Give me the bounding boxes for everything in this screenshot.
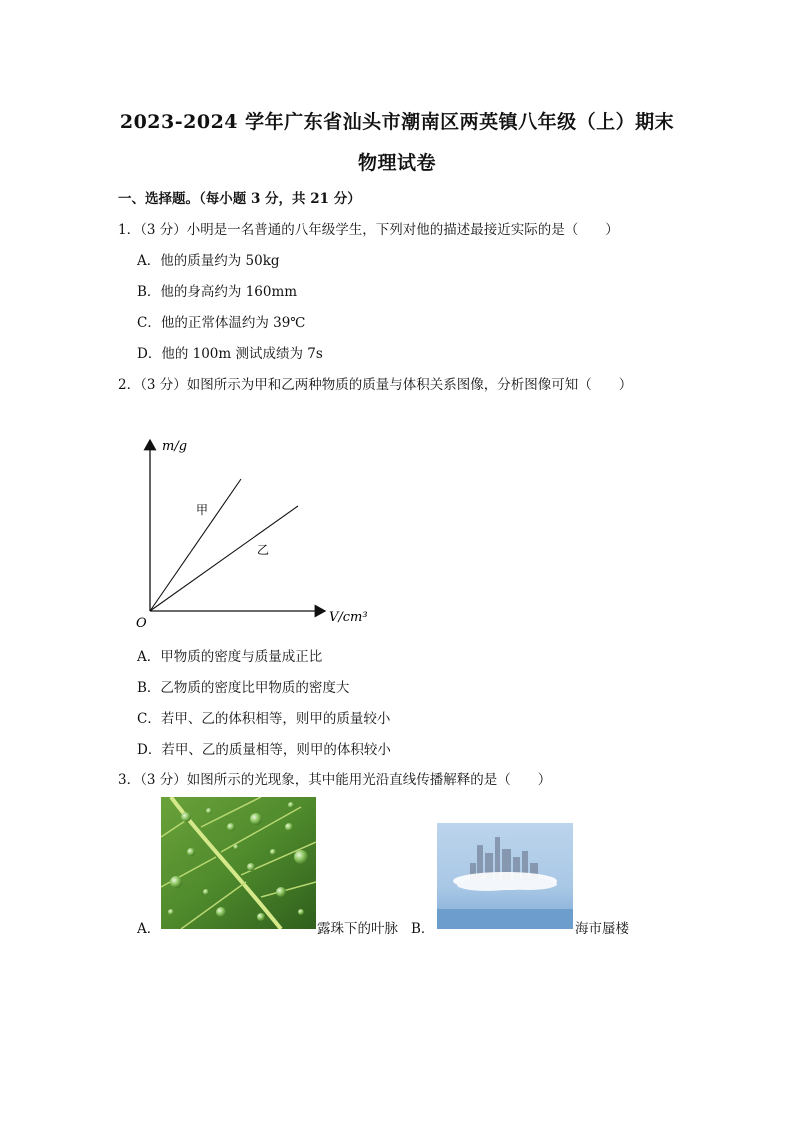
- question-3-option-a-letter: A．: [137, 921, 161, 937]
- question-2-option-d: D．若甲、乙的质量相等，则甲的体积较小: [137, 742, 391, 758]
- mirage-photo: [437, 823, 573, 929]
- page-title-line1: 2023-2024 学年广东省汕头市潮南区两英镇八年级（上）期末: [119, 111, 675, 133]
- question-1-option-b: B．他的身高约为 160mm: [137, 284, 298, 300]
- question-1-stem: 1．（3 分）小明是一名普通的八年级学生，下列对他的描述最接近实际的是（ ）: [118, 222, 619, 238]
- x-axis-label: V/cm³: [329, 610, 368, 625]
- question-3-option-a-caption: 露珠下的叶脉: [317, 921, 398, 937]
- leaf-dew-photo: [161, 797, 316, 929]
- question-3-option-b-letter: B．: [411, 921, 435, 937]
- question-2-option-b: B．乙物质的密度比甲物质的密度大: [137, 680, 350, 696]
- question-1-option-c: C．他的正常体温约为 39℃: [137, 315, 306, 331]
- line-jia-label: 甲: [196, 503, 209, 517]
- page-title-line2: 物理试卷: [357, 152, 436, 174]
- line-jia: [150, 479, 241, 611]
- line-yi-label: 乙: [257, 543, 270, 557]
- question-3-stem: 3．（3 分）如图所示的光现象，其中能用光沿直线传播解释的是（ ）: [118, 772, 552, 788]
- question-2-stem: 2．（3 分）如图所示为甲和乙两种物质的质量与体积关系图像，分析图像可知（ ）: [118, 377, 633, 393]
- section-heading: 一、选择题。（每小题 3 分，共 21 分）: [118, 191, 361, 207]
- question-2-option-c: C．若甲、乙的体积相等，则甲的质量较小: [137, 711, 391, 727]
- mass-volume-graph: [130, 428, 390, 638]
- y-axis-label: m/g: [162, 439, 188, 454]
- question-3-option-b-caption: 海市蜃楼: [575, 921, 629, 937]
- question-1-option-a: A．他的质量约为 50kg: [137, 253, 280, 269]
- question-2-option-a: A．甲物质的密度与质量成正比: [137, 649, 323, 665]
- origin-label: O: [136, 616, 147, 631]
- line-yi: [150, 506, 298, 611]
- question-1-option-d: D．他的 100m 测试成绩为 7s: [137, 346, 323, 362]
